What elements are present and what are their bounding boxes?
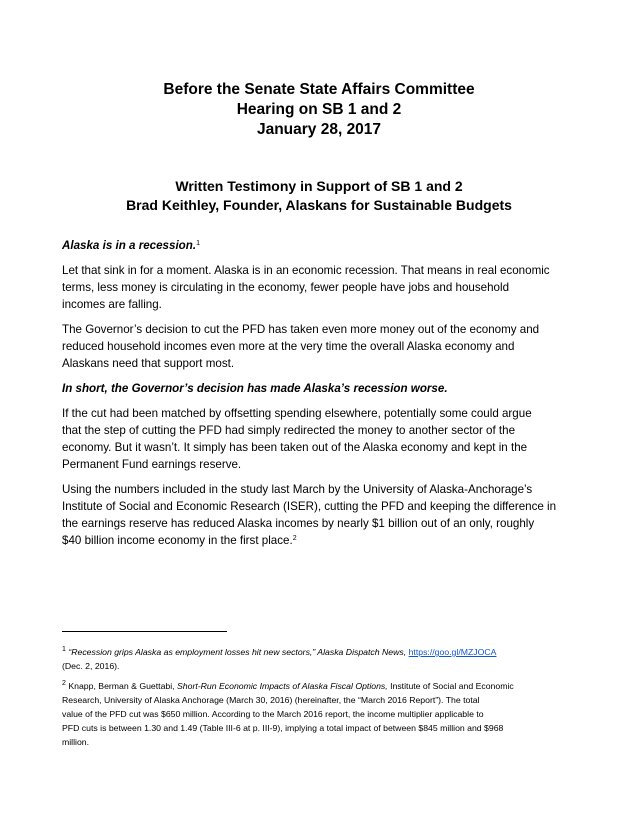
footnote-1 [62, 645, 577, 673]
footnotes [62, 645, 577, 755]
footnote-2-title: Short-Run Economic Impacts of Alaska Fiscal Options, [177, 681, 388, 691]
text-line: terms, less money is circulating in the economy, fewer people have jobs and household [62, 281, 510, 294]
header-date: January 28, 2017 [256, 121, 382, 138]
footnote-2 [62, 679, 577, 749]
footnote-ref-1[interactable]: 1 [196, 240, 200, 247]
text-line: incomes are falling. [62, 298, 162, 311]
text-line-end: $40 billion income economy in the first place. [62, 534, 293, 547]
footnote-text-line: million. [62, 737, 90, 747]
text-line: Using the numbers included in the study last March by the University of Alaska-Anchorage’s [62, 483, 533, 496]
footnote-2-authors: Knapp, Berman & Guettabi, [68, 681, 175, 691]
testimony-author: Brad Keithley, Founder, Alaskans for Sustainable Budgets [126, 197, 512, 213]
testimony-body [62, 237, 577, 557]
text-line: Permanent Fund earnings reserve. [62, 458, 242, 471]
footnote-ref-2[interactable]: 2 [292, 535, 297, 542]
paragraph-sink-in [62, 262, 577, 313]
text-line [62, 532, 577, 549]
testimony-header [0, 177, 638, 215]
footnote-text-line: value of the PFD cut was $650 million. According to the March 2016 report, the income multiplier applicable to [62, 709, 484, 719]
footnote-2-publisher: Institute of Social and Economic [390, 681, 514, 691]
footnote-1-number: 1 [62, 646, 66, 653]
paragraph-iser-study [62, 481, 577, 549]
paragraph-in-short: In short, the Governor’s decision has made Alaska’s recession worse. [62, 382, 448, 395]
recession-statement: Alaska is in a recession. [62, 239, 197, 252]
text-line: economy. But it wasn’t. It simply has been taken out of the Alaska economy and kept in the [62, 441, 528, 454]
text-line: the earnings reserve has reduced Alaska incomes by nearly $1 billion out of an only, roughly [62, 517, 535, 530]
footnote-2-number: 2 [62, 680, 66, 687]
footnote-1-link[interactable]: https://goo.gl/MZJOCA [408, 647, 497, 657]
footnote-2-line [62, 679, 577, 693]
text-line: Institute of Social and Economic Research (ISER), cutting the PFD and keeping the difference in [62, 500, 557, 513]
text-line: Alaskans need that support most. [62, 357, 235, 370]
text-line: Let that sink in for a moment. Alaska is in an economic recession. That means in real economic [62, 264, 550, 277]
footnote-text-line: Research, University of Alaska Anchorage (March 30, 2016) (hereinafter, the “March 2016 Report”). The total [62, 695, 480, 705]
testimony-title: Written Testimony in Support of SB 1 and 2 [175, 178, 463, 194]
footnote-separator [62, 631, 227, 632]
paragraph-offsetting-spending [62, 405, 577, 473]
footnote-1-line [62, 645, 577, 659]
text-line: If the cut had been matched by offsetting spending elsewhere, potentially some could argue [62, 407, 532, 420]
footnote-1-date: (Dec. 2, 2016). [62, 661, 120, 671]
footnote-text-line: PFD cuts is between 1.30 and 1.49 (Table III-6 at p. III-9), implying a total impact of between $845 million and $968 [62, 723, 504, 733]
paragraph-recession-statement [62, 237, 577, 254]
text-line: that the step of cutting the PFD had simply redirected the money to another sector of the [62, 424, 516, 437]
header-hearing: Hearing on SB 1 and 2 [236, 101, 402, 118]
hearing-header [0, 80, 638, 140]
header-committee: Before the Senate State Affairs Committee [163, 81, 475, 98]
text-line: The Governor’s decision to cut the PFD has taken even more money out of the economy and [62, 323, 540, 336]
paragraph-governor-decision [62, 321, 577, 372]
text-line: reduced household incomes even more at the very time the overall Alaska economy and [62, 340, 515, 353]
footnote-1-citation: “Recession grips Alaska as employment losses hit new sectors,” Alaska Dispatch News, [68, 647, 407, 657]
